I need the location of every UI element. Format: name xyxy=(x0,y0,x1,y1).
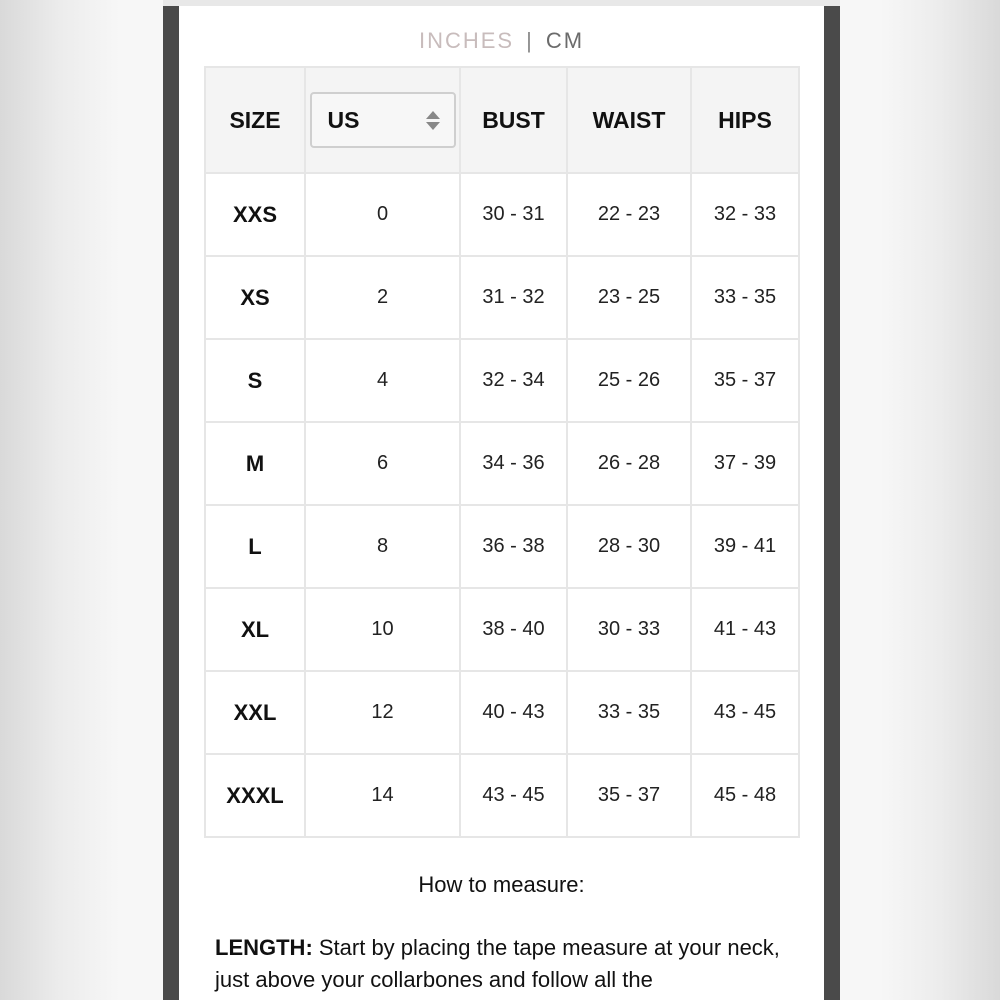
header-size: SIZE xyxy=(205,67,305,173)
table-row xyxy=(205,588,799,671)
length-label: LENGTH: xyxy=(215,935,313,960)
how-to-measure-heading: How to measure: xyxy=(418,872,585,897)
unit-toggle xyxy=(179,28,824,54)
size-cell: L xyxy=(205,505,305,588)
bust-cell: 43 - 45 xyxy=(460,754,567,837)
size-cell: M xyxy=(205,422,305,505)
us-cell: 8 xyxy=(305,505,460,588)
phone-frame-right xyxy=(824,6,840,1000)
us-cell: 2 xyxy=(305,256,460,339)
table-row xyxy=(205,754,799,837)
table-row xyxy=(205,422,799,505)
bust-cell: 32 - 34 xyxy=(460,339,567,422)
waist-cell: 23 - 25 xyxy=(567,256,691,339)
cm-toggle[interactable]: CM xyxy=(545,28,585,53)
us-cell: 4 xyxy=(305,339,460,422)
phone-frame-left xyxy=(163,6,179,1000)
table-row xyxy=(205,505,799,588)
bust-cell: 34 - 36 xyxy=(460,422,567,505)
us-cell: 14 xyxy=(305,754,460,837)
bust-cell: 31 - 32 xyxy=(460,256,567,339)
length-instruction xyxy=(215,932,795,996)
waist-cell: 25 - 26 xyxy=(567,339,691,422)
hips-cell: 33 - 35 xyxy=(691,256,799,339)
waist-cell: 33 - 35 xyxy=(567,671,691,754)
bust-cell: 36 - 38 xyxy=(460,505,567,588)
table-row xyxy=(205,173,799,256)
hips-cell: 37 - 39 xyxy=(691,422,799,505)
updown-chevron-icon xyxy=(426,111,440,130)
size-cell: XXS xyxy=(205,173,305,256)
bust-cell: 40 - 43 xyxy=(460,671,567,754)
hips-cell: 35 - 37 xyxy=(691,339,799,422)
size-cell: S xyxy=(205,339,305,422)
size-cell: XS xyxy=(205,256,305,339)
unit-separator: | xyxy=(526,28,534,53)
waist-cell: 28 - 30 xyxy=(567,505,691,588)
size-cell: XXL xyxy=(205,671,305,754)
size-cell: XXXL xyxy=(205,754,305,837)
table-row xyxy=(205,256,799,339)
table-row xyxy=(205,671,799,754)
hips-cell: 32 - 33 xyxy=(691,173,799,256)
table-row xyxy=(205,339,799,422)
size-cell: XL xyxy=(205,588,305,671)
table-header-row xyxy=(205,67,799,173)
size-chart-table xyxy=(204,66,800,838)
hips-cell: 39 - 41 xyxy=(691,505,799,588)
us-cell: 12 xyxy=(305,671,460,754)
length-text: Start by placing the tape measure at your neck, just above your collarbones and follow all the xyxy=(215,935,780,992)
hips-cell: 43 - 45 xyxy=(691,671,799,754)
us-cell: 0 xyxy=(305,173,460,256)
waist-cell: 22 - 23 xyxy=(567,173,691,256)
waist-cell: 35 - 37 xyxy=(567,754,691,837)
us-cell: 6 xyxy=(305,422,460,505)
region-select-value: US xyxy=(327,106,360,133)
header-hips: HIPS xyxy=(691,67,799,173)
waist-cell: 30 - 33 xyxy=(567,588,691,671)
region-select[interactable] xyxy=(310,92,456,148)
header-waist: WAIST xyxy=(567,67,691,173)
hips-cell: 45 - 48 xyxy=(691,754,799,837)
size-guide-screen xyxy=(179,6,824,1000)
header-bust: BUST xyxy=(460,67,567,173)
inches-toggle[interactable]: INCHES xyxy=(418,28,515,53)
bust-cell: 38 - 40 xyxy=(460,588,567,671)
hips-cell: 41 - 43 xyxy=(691,588,799,671)
header-region xyxy=(305,67,460,173)
us-cell: 10 xyxy=(305,588,460,671)
bust-cell: 30 - 31 xyxy=(460,173,567,256)
waist-cell: 26 - 28 xyxy=(567,422,691,505)
